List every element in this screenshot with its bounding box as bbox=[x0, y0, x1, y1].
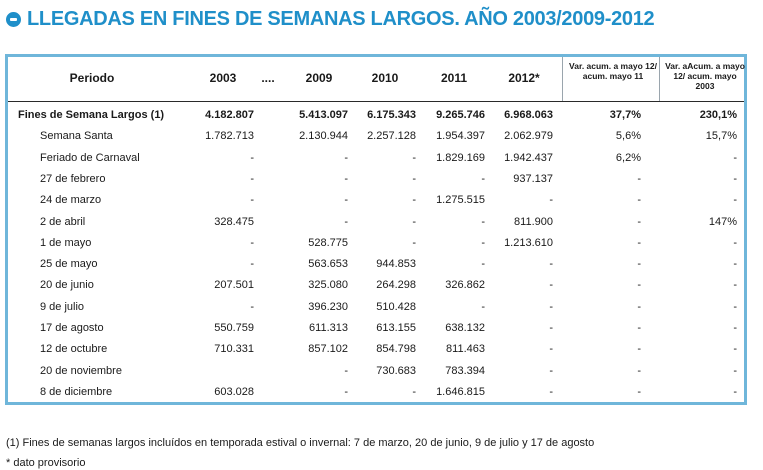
cell-c2011: 326.862 bbox=[445, 279, 485, 292]
cell-c2003: 1.782.713 bbox=[205, 130, 254, 143]
header-2003: 2003 bbox=[209, 71, 237, 85]
cell-v1: - bbox=[637, 172, 641, 185]
cell-v1: - bbox=[637, 236, 641, 249]
table-row bbox=[8, 318, 744, 339]
cell-c2011: - bbox=[481, 215, 485, 228]
header-2011: 2011 bbox=[440, 71, 468, 85]
row-label: 17 de agosto bbox=[40, 322, 104, 334]
cell-v1: - bbox=[637, 385, 641, 398]
header-rule bbox=[8, 101, 744, 102]
cell-c2010: - bbox=[412, 385, 416, 398]
footnote-2: * dato provisorio bbox=[6, 457, 86, 469]
cell-c2010: 2.257.128 bbox=[367, 130, 416, 143]
cell-v2: 147% bbox=[708, 215, 737, 228]
row-label: 12 de octubre bbox=[40, 343, 108, 356]
row-label: 8 de diciembre bbox=[40, 385, 113, 398]
row-label: 2 de abril bbox=[40, 215, 86, 228]
cell-c2010: - bbox=[412, 215, 416, 228]
row-label: 20 de junio bbox=[40, 279, 94, 292]
cell-v1: - bbox=[637, 364, 641, 377]
cell-v1: - bbox=[637, 279, 641, 292]
cell-c2009: 563.653 bbox=[308, 258, 348, 271]
cell-c2009: 611.313 bbox=[309, 322, 348, 334]
header-var-2011: Var. acum. a mayo 12/ acum. mayo 11 bbox=[569, 61, 657, 81]
cell-c2010: - bbox=[412, 194, 416, 207]
data-table bbox=[5, 54, 747, 405]
table-row bbox=[8, 126, 744, 147]
cell-v2: 15,7% bbox=[705, 130, 737, 143]
cell-c2012: - bbox=[549, 258, 553, 271]
cell-c2010: 510.428 bbox=[376, 300, 416, 313]
cell-v1: 6,2% bbox=[615, 151, 641, 164]
header-divider bbox=[659, 57, 660, 101]
cell-c2012: 811.900 bbox=[514, 215, 553, 228]
cell-c2003: 550.759 bbox=[214, 322, 254, 334]
cell-c2010: - bbox=[412, 151, 416, 164]
cell-c2011: 1.829.169 bbox=[436, 151, 485, 164]
header-periodo: Periodo bbox=[69, 71, 115, 85]
row-label: 20 de noviembre bbox=[40, 364, 122, 377]
cell-c2009: 857.102 bbox=[308, 343, 348, 356]
cell-c2010: 854.798 bbox=[376, 343, 416, 356]
cell-c2011: - bbox=[481, 300, 485, 313]
cell-c2010: 730.683 bbox=[376, 364, 416, 377]
cell-c2010: - bbox=[412, 236, 416, 249]
cell-v1: 37,7% bbox=[609, 109, 641, 121]
cell-c2012: 2.062.979 bbox=[504, 130, 553, 143]
cell-c2003: - bbox=[250, 300, 254, 313]
cell-c2003: - bbox=[250, 172, 254, 185]
cell-c2012: - bbox=[549, 300, 553, 313]
row-label: Fines de Semana Largos (1) bbox=[18, 109, 165, 121]
table-row bbox=[8, 169, 744, 190]
cell-c2011: 1.646.815 bbox=[436, 385, 485, 398]
table-title bbox=[6, 6, 654, 32]
row-label: 9 de julio bbox=[40, 300, 85, 313]
cell-c2012: - bbox=[549, 364, 553, 377]
table-row bbox=[8, 105, 744, 126]
cell-c2009: 5.413.097 bbox=[299, 109, 348, 121]
cell-c2003: 328.475 bbox=[214, 215, 254, 228]
cell-c2011: - bbox=[481, 172, 485, 185]
cell-v2: - bbox=[733, 385, 737, 398]
cell-c2012: 1.213.610 bbox=[504, 236, 553, 249]
row-label: Feriado de Carnaval bbox=[40, 151, 140, 164]
header-2010: 2010 bbox=[371, 71, 399, 85]
cell-c2010: 6.175.343 bbox=[367, 109, 416, 121]
cell-c2010: 944.853 bbox=[376, 258, 416, 271]
minus-circle-icon bbox=[6, 12, 21, 27]
cell-c2009: - bbox=[344, 172, 348, 185]
cell-c2009: 528.775 bbox=[308, 236, 348, 249]
cell-c2011: 638.132 bbox=[445, 322, 485, 334]
cell-v2: 230,1% bbox=[699, 109, 737, 121]
header-2012: 2012* bbox=[508, 71, 540, 85]
table-row bbox=[8, 297, 744, 318]
cell-c2009: 2.130.944 bbox=[299, 130, 348, 143]
cell-c2003: 207.501 bbox=[214, 279, 254, 292]
cell-v2: - bbox=[733, 300, 737, 313]
cell-c2011: - bbox=[481, 258, 485, 271]
cell-c2011: 1.954.397 bbox=[436, 130, 485, 143]
header-var-2003: Var. aAcum. a mayo 12/ acum. mayo 2003 bbox=[665, 61, 745, 91]
cell-c2011: 9.265.746 bbox=[436, 109, 485, 121]
cell-v2: - bbox=[733, 279, 737, 292]
cell-c2003: 710.331 bbox=[214, 343, 254, 356]
table-header bbox=[8, 57, 744, 103]
cell-c2012: - bbox=[549, 194, 553, 207]
cell-c2012: 937.137 bbox=[513, 172, 553, 185]
cell-c2003: 603.028 bbox=[214, 385, 254, 398]
cell-c2003: - bbox=[250, 194, 254, 207]
header-2009: 2009 bbox=[305, 71, 333, 85]
row-label: 1 de mayo bbox=[40, 236, 92, 249]
cell-v1: - bbox=[637, 322, 641, 334]
row-label: Semana Santa bbox=[40, 130, 113, 143]
cell-v2: - bbox=[733, 322, 737, 334]
cell-c2009: - bbox=[344, 364, 348, 377]
cell-c2011: - bbox=[481, 236, 485, 249]
cell-c2003: - bbox=[250, 151, 254, 164]
cell-v1: - bbox=[637, 258, 641, 271]
cell-v2: - bbox=[733, 151, 737, 164]
cell-c2011: 783.394 bbox=[445, 364, 485, 377]
cell-c2012: - bbox=[549, 385, 553, 398]
cell-c2009: - bbox=[344, 215, 348, 228]
table-row bbox=[8, 339, 744, 360]
cell-c2012: 1.942.437 bbox=[504, 151, 553, 164]
cell-c2012: - bbox=[549, 279, 553, 292]
cell-v2: - bbox=[733, 343, 737, 356]
header-dots: .... bbox=[261, 71, 275, 85]
cell-c2009: - bbox=[344, 194, 348, 207]
table-row bbox=[8, 148, 744, 169]
table-row bbox=[8, 361, 744, 382]
cell-v1: - bbox=[637, 215, 641, 228]
cell-c2009: 325.080 bbox=[308, 279, 348, 292]
cell-c2011: 811.463 bbox=[446, 343, 485, 356]
cell-c2011: 1.275.515 bbox=[436, 194, 485, 207]
header-divider bbox=[562, 57, 563, 101]
cell-v1: 5,6% bbox=[615, 130, 641, 143]
cell-c2010: 613.155 bbox=[376, 322, 416, 334]
footnote-1: (1) Fines de semanas largos incluídos en temporada estival o invernal: 7 de marzo, 20 de junio, 9 de julio y 17 de agosto bbox=[6, 437, 595, 449]
cell-v1: - bbox=[637, 300, 641, 313]
cell-c2009: - bbox=[344, 385, 348, 398]
table-row bbox=[8, 275, 744, 296]
cell-c2003: - bbox=[250, 236, 254, 249]
cell-v2: - bbox=[733, 172, 737, 185]
title-text: LLEGADAS EN FINES DE SEMANAS LARGOS. AÑO 2003/2009-2012 bbox=[27, 7, 655, 30]
table-row bbox=[8, 382, 744, 403]
cell-v2: - bbox=[733, 258, 737, 271]
cell-c2009: 396.230 bbox=[308, 300, 348, 313]
cell-v1: - bbox=[637, 343, 641, 356]
cell-v2: - bbox=[733, 364, 737, 377]
table-row bbox=[8, 233, 744, 254]
table-row bbox=[8, 190, 744, 211]
cell-c2012: 6.968.063 bbox=[504, 109, 553, 121]
cell-c2003: - bbox=[250, 258, 254, 271]
cell-c2010: - bbox=[412, 172, 416, 185]
row-label: 27 de febrero bbox=[40, 172, 106, 185]
cell-c2010: 264.298 bbox=[376, 279, 416, 292]
cell-c2012: - bbox=[549, 343, 553, 356]
row-label: 24 de marzo bbox=[40, 194, 102, 207]
table-row bbox=[8, 212, 744, 233]
cell-v1: - bbox=[637, 194, 641, 207]
cell-v2: - bbox=[733, 194, 737, 207]
table-row bbox=[8, 254, 744, 275]
row-label: 25 de mayo bbox=[40, 258, 98, 271]
cell-c2012: - bbox=[549, 322, 553, 334]
cell-v2: - bbox=[733, 236, 737, 249]
cell-c2003: 4.182.807 bbox=[205, 109, 254, 121]
cell-c2009: - bbox=[344, 151, 348, 164]
